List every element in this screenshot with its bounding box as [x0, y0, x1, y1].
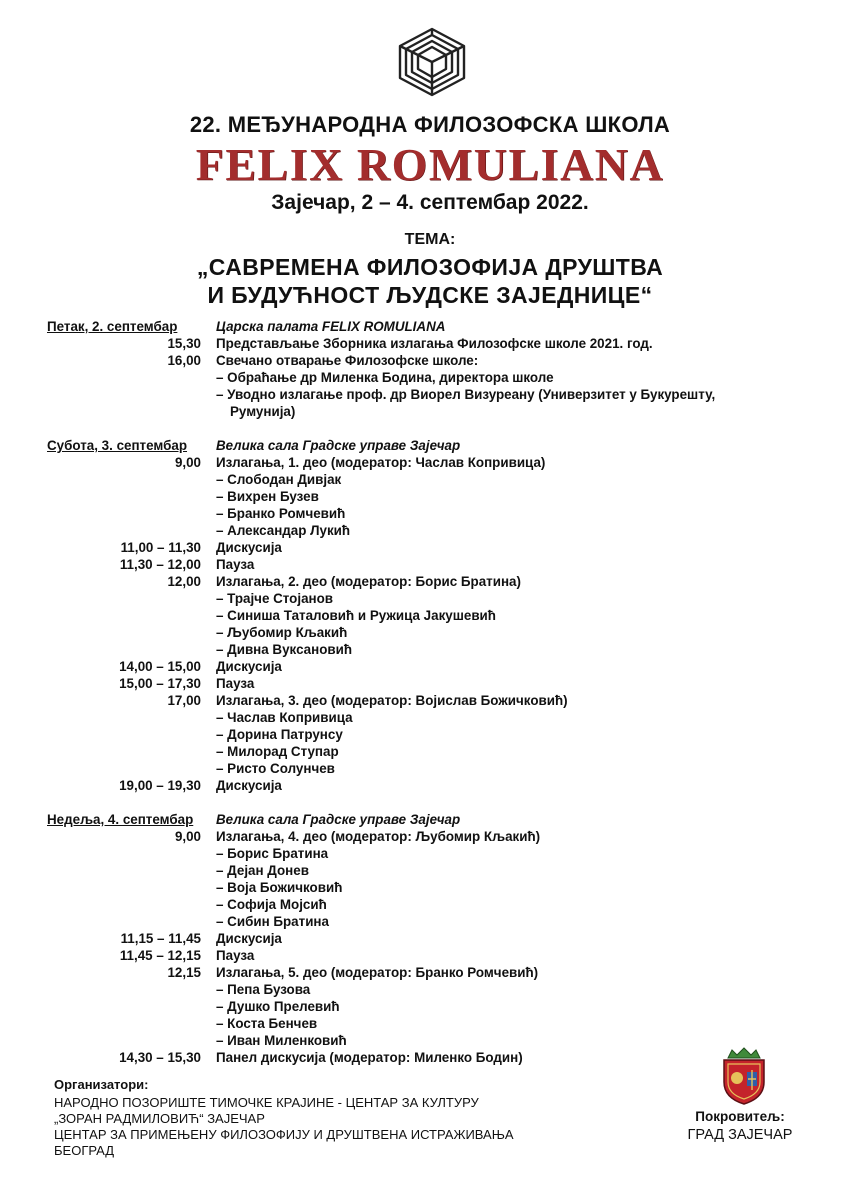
row-text: Дискусија	[216, 931, 282, 946]
schedule-row	[0, 471, 860, 488]
row-text: – Уводно излагање проф. др Виорел Визуреану (Универзитет у Букурешту,	[216, 387, 716, 402]
row-text: – Синиша Таталовић и Ружица Јакушевић	[216, 608, 496, 623]
row-text: – Дорина Патрунсу	[216, 727, 343, 742]
row-time: 11,30 – 12,00	[119, 557, 201, 572]
row-text: Дискусија	[216, 659, 282, 674]
schedule-row	[0, 675, 860, 692]
row-time: 14,30 – 15,30	[119, 1050, 201, 1065]
row-text: Излагања, 1. део (модератор: Часлав Копривица)	[216, 455, 546, 470]
row-text: – Љубомир Кљакић	[216, 625, 348, 640]
row-text: – Пепа Бузова	[216, 982, 311, 997]
day-header	[0, 437, 860, 454]
schedule-row	[0, 760, 860, 777]
schedule-row	[0, 896, 860, 913]
day-date: Недеља, 4. септембар	[47, 812, 194, 827]
schedule-row	[0, 454, 860, 471]
schedule-row	[0, 352, 860, 369]
schedule-row	[0, 709, 860, 726]
row-text: – Слободан Дивјак	[216, 472, 342, 487]
schedule-row	[0, 845, 860, 862]
schedule-row	[0, 913, 860, 930]
row-text: Излагања, 4. део (модератор: Љубомир Кљакић)	[216, 829, 541, 844]
day-date: Субота, 3. септембар	[47, 438, 188, 453]
row-time: 15,00 – 17,30	[119, 676, 201, 691]
row-text: – Вихрен Бузев	[216, 489, 319, 504]
row-time: 16,00	[167, 353, 201, 368]
schedule-row	[0, 556, 860, 573]
schedule-row	[0, 981, 860, 998]
schedule-row	[0, 692, 860, 709]
row-text: Дискусија	[216, 778, 282, 793]
schedule-row	[0, 862, 860, 879]
schedule-row	[0, 743, 860, 760]
row-time: 9,00	[174, 455, 201, 470]
row-text: Свечано отварање Филозофске школе:	[216, 353, 479, 368]
organizer-line: ЦЕНТАР ЗА ПРИМЕЊЕНУ ФИЛОЗОФИЈУ И ДРУШТВЕНА ИСТРАЖИВАЊА	[54, 1127, 514, 1142]
row-time: 9,00	[174, 829, 201, 844]
maze-cube-icon	[396, 26, 468, 98]
row-text: – Борис Братина	[216, 846, 329, 861]
row-time: 17,00	[167, 693, 201, 708]
schedule-row	[0, 403, 860, 420]
schedule-row	[0, 777, 860, 794]
schedule-row	[0, 335, 860, 352]
row-text: Дискусија	[216, 540, 282, 555]
row-time: 12,00	[167, 574, 201, 589]
theme-line-2: И БУДУЋНОСТ ЉУДСКЕ ЗАЈЕДНИЦЕ“	[207, 282, 653, 308]
schedule-row	[0, 1015, 860, 1032]
sponsor-label: Покровитељ:	[695, 1109, 785, 1124]
schedule-row	[0, 964, 860, 981]
sponsor-name: ГРАД ЗАЈЕЧАР	[687, 1127, 793, 1143]
row-text: – Сибин Братина	[216, 914, 329, 929]
schedule-row	[0, 658, 860, 675]
day-location: Царска палата FELIX ROMULIANA	[216, 319, 446, 334]
row-text: – Душко Прелевић	[216, 999, 340, 1014]
row-text: – Александар Лукић	[216, 523, 351, 538]
schedule-row	[0, 641, 860, 658]
schedule-row	[0, 590, 860, 607]
schedule-row	[0, 998, 860, 1015]
schedule-row	[0, 488, 860, 505]
row-text: Излагања, 3. део (модератор: Војислав Божичковић)	[216, 693, 568, 708]
place-date: Зајечар, 2 – 4. септембар 2022.	[271, 191, 589, 214]
row-time: 19,00 – 19,30	[119, 778, 201, 793]
row-text: – Милорад Ступар	[216, 744, 339, 759]
schedule	[0, 318, 860, 1066]
row-time: 11,00 – 11,30	[120, 540, 201, 555]
day-location: Велика сала Градске управе Зајечар	[216, 812, 461, 827]
organizers-label: Организатори:	[54, 1077, 149, 1092]
row-time: 11,45 – 12,15	[119, 948, 201, 963]
row-text: Панел дискусија (модератор: Миленко Бодин)	[216, 1050, 523, 1065]
row-time: 11,15 – 11,45	[120, 931, 201, 946]
zajecar-coat-of-arms-icon	[718, 1046, 770, 1106]
organizers-list	[54, 1095, 514, 1159]
row-text: – Обраћање др Миленка Бодина, директора школе	[216, 370, 554, 385]
organizer-line: БЕОГРАД	[54, 1143, 115, 1158]
row-text: – Коста Бенчев	[216, 1016, 318, 1031]
theme-label: ТЕМА:	[404, 231, 456, 248]
row-text: – Ристо Солунчев	[216, 761, 335, 776]
schedule-row	[0, 522, 860, 539]
day-header	[0, 318, 860, 335]
row-text: Пауза	[216, 557, 255, 572]
row-text: – Дивна Вуксановић	[216, 642, 353, 657]
event-name: FELIX ROMULIANA	[195, 139, 665, 190]
row-text: Пауза	[216, 676, 255, 691]
organizer-line: НАРОДНО ПОЗОРИШТЕ ТИМОЧКЕ КРАЈИНЕ - ЦЕНТАР ЗА КУЛТУРУ	[54, 1095, 479, 1110]
row-text: Излагања, 5. део (модератор: Бранко Ромчевић)	[216, 965, 539, 980]
row-text: – Трајче Стојанов	[216, 591, 334, 606]
row-text: – Дејан Донев	[216, 863, 309, 878]
row-text: Румунија)	[230, 404, 296, 419]
row-time: 12,15	[167, 965, 201, 980]
day-date: Петак, 2. септембар	[47, 319, 178, 334]
schedule-row	[0, 947, 860, 964]
schedule-row	[0, 386, 860, 403]
row-text: – Воја Божичковић	[216, 880, 343, 895]
schedule-row	[0, 607, 860, 624]
day-header	[0, 811, 860, 828]
row-time: 14,00 – 15,00	[119, 659, 201, 674]
row-text: – Иван Миленковић	[216, 1033, 347, 1048]
school-title: 22. МЕЂУНАРОДНА ФИЛОЗОФСКА ШКОЛА	[189, 112, 671, 137]
row-text: – Софија Мојсић	[216, 897, 327, 912]
schedule-row	[0, 573, 860, 590]
row-text: Пауза	[216, 948, 255, 963]
row-text: Представљање Зборника излагања Филозофске школе 2021. год.	[216, 336, 653, 351]
row-time: 15,30	[167, 336, 201, 351]
schedule-row	[0, 505, 860, 522]
row-text: – Часлав Копривица	[216, 710, 353, 725]
schedule-row	[0, 369, 860, 386]
schedule-row	[0, 539, 860, 556]
theme-title	[0, 253, 860, 309]
day-location: Велика сала Градске управе Зајечар	[216, 438, 461, 453]
schedule-row	[0, 726, 860, 743]
schedule-row	[0, 930, 860, 947]
row-text: Излагања, 2. део (модератор: Борис Братина)	[216, 574, 521, 589]
organizer-line: „ЗОРАН РАДМИЛОВИЋ“ ЗАЈЕЧАР	[54, 1111, 265, 1126]
schedule-row	[0, 828, 860, 845]
schedule-row	[0, 624, 860, 641]
row-text: – Бранко Ромчевић	[216, 506, 346, 521]
schedule-row	[0, 879, 860, 896]
theme-line-1: „САВРЕМЕНА ФИЛОЗОФИЈА ДРУШТВА	[196, 254, 664, 280]
